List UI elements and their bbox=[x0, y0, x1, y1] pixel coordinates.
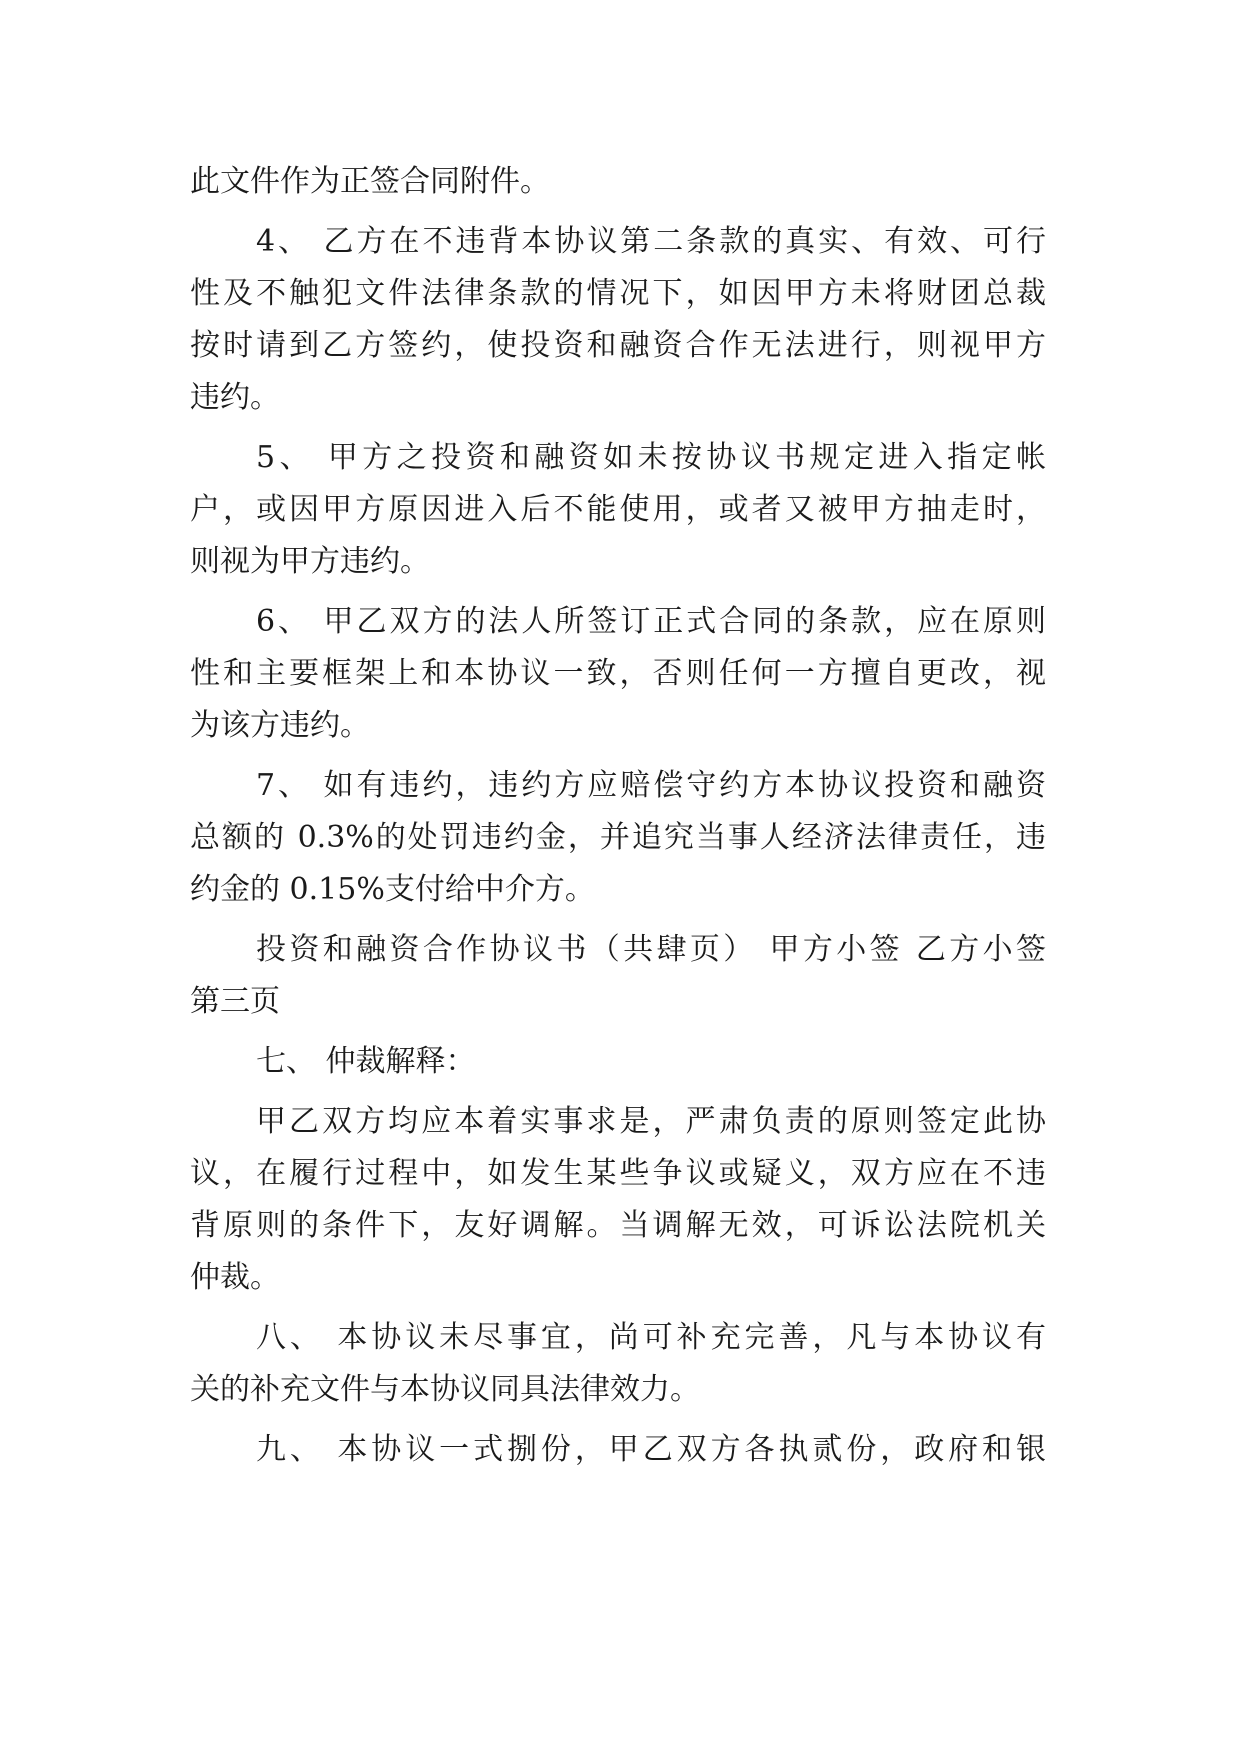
section-7-line-3: 背原则的条件下，友好调解。当调解无效，可诉讼法院机关 bbox=[190, 1208, 1046, 1243]
section-8-line-2: 关的补充文件与本协议同具法律效力。 bbox=[190, 1372, 700, 1407]
page-number: 第三页 bbox=[190, 984, 280, 1019]
clause-5-line-2: 户，或因甲方原因进入后不能使用，或者又被甲方抽走时， bbox=[190, 492, 1046, 527]
section-9-line-1: 九、 本协议一式捌份，甲乙双方各执贰份，政府和银 bbox=[256, 1432, 1046, 1467]
text-line-1: 此文件作为正签合同附件。 bbox=[190, 164, 550, 199]
clause-6-line-2: 性和主要框架上和本协议一致，否则任何一方擅自更改，视 bbox=[190, 656, 1046, 691]
clause-6-line-1: 6、 甲乙双方的法人所签订正式合同的条款，应在原则 bbox=[256, 604, 1046, 639]
clause-4-line-1: 4、 乙方在不违背本协议第二条款的真实、有效、可行 bbox=[256, 224, 1046, 259]
clause-5-line-3: 则视为甲方违约。 bbox=[190, 544, 430, 579]
section-7-line-2: 议，在履行过程中，如发生某些争议或疑义，双方应在不违 bbox=[190, 1156, 1046, 1191]
clause-6-line-3: 为该方违约。 bbox=[190, 708, 370, 743]
clause-7-line-1: 7、 如有违约，违约方应赔偿守约方本协议投资和融资 bbox=[256, 768, 1046, 803]
section-7-heading: 七、 仲裁解释： bbox=[256, 1044, 476, 1079]
clause-4-line-3: 按时请到乙方签约，使投资和融资合作无法进行，则视甲方 bbox=[190, 328, 1046, 363]
section-7-line-1: 甲乙双方均应本着实事求是，严肃负责的原则签定此协 bbox=[256, 1104, 1046, 1139]
page-footer-line: 投资和融资合作协议书（共肆页） 甲方小签 乙方小签 bbox=[256, 932, 1046, 967]
clause-5-line-1: 5、 甲方之投资和融资如未按协议书规定进入指定帐 bbox=[256, 440, 1046, 475]
section-8-line-1: 八、 本协议未尽事宜，尚可补充完善，凡与本协议有 bbox=[256, 1320, 1046, 1355]
clause-7-line-3: 约金的 0.15%支付给中介方。 bbox=[190, 872, 595, 907]
clause-4-line-4: 违约。 bbox=[190, 380, 280, 415]
clause-7-line-2: 总额的 0.3%的处罚违约金，并追究当事人经济法律责任，违 bbox=[190, 820, 1046, 855]
section-7-line-4: 仲裁。 bbox=[190, 1260, 280, 1295]
clause-4-line-2: 性及不触犯文件法律条款的情况下，如因甲方未将财团总裁 bbox=[190, 276, 1046, 311]
